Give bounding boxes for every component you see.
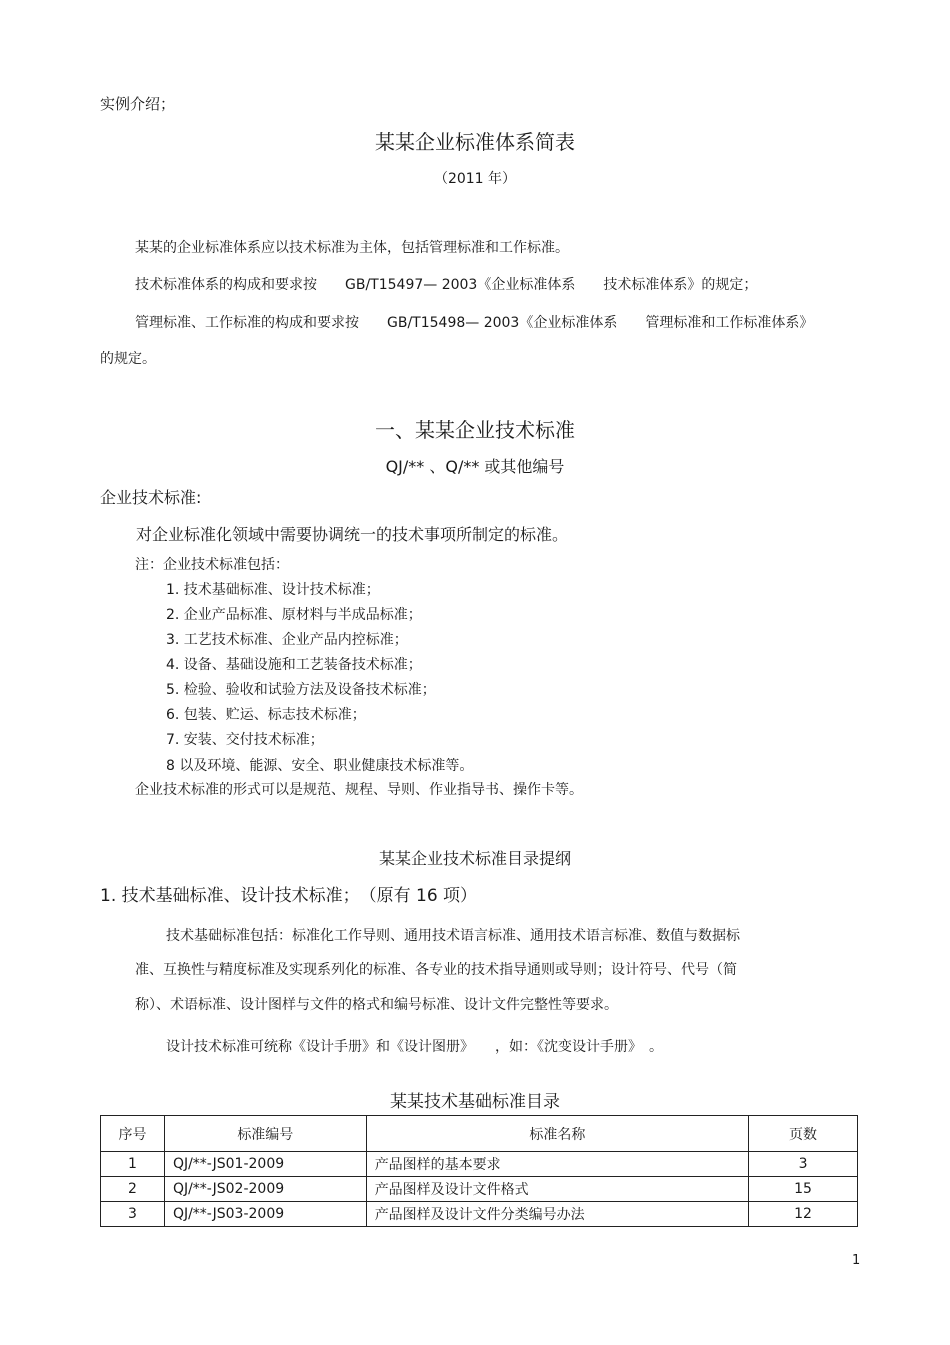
year-subtitle: （2011 年） (433, 171, 517, 187)
section-definition: 对企业标准化领域中需要协调统一的技术事项所制定的标准。 (136, 525, 569, 544)
cell-index: 3 (101, 1202, 165, 1227)
list-item: 7. 安装、交付技术标准； (166, 732, 324, 748)
cell-name: 产品图样及设计文件分类编号办法 (366, 1202, 748, 1227)
header-pages: 页数 (749, 1116, 858, 1152)
list-item: 8 以及环境、能源、安全、职业健康技术标准等。 (166, 758, 474, 774)
section-note: 注：企业技术标准包括： (135, 557, 289, 573)
outline-desc-line: 称）、术语标准、设计图样与文件的格式和编号标准、设计文件完整性等要求。 (135, 997, 618, 1013)
cell-index: 1 (101, 1152, 165, 1177)
list-item: 1. 技术基础标准、设计技术标准； (166, 582, 380, 598)
table-row (101, 1202, 858, 1227)
cell-pages: 15 (749, 1177, 858, 1202)
paragraph-2: 技术标准体系的构成和要求按 GB/T15497— 2003《企业标准体系 技术标准体系》的规定； (135, 277, 758, 293)
outline-title: 某某企业技术标准目录提纲 (378, 849, 571, 868)
outline-manual: 设计技术标准可统称《设计手册》和《设计图册》 ，如：《沈变设计手册》 。 (166, 1039, 663, 1055)
cell-code: QJ/**-JS03-2009 (164, 1202, 366, 1227)
intro-label: 实例介绍； (100, 95, 176, 113)
paragraph-1: 某某的企业标准体系应以技术标准为主体，包括管理标准和工作标准。 (135, 240, 569, 256)
outline-desc-line: 技术基础标准包括：标准化工作导则、通用技术语言标准、通用技术语言标准、数值与数据标 (166, 928, 740, 944)
section-forms: 企业技术标准的形式可以是规范、规程、导则、作业指导书、操作卡等。 (135, 782, 583, 798)
cell-pages: 12 (749, 1202, 858, 1227)
list-item: 5. 检验、验收和试验方法及设备技术标准； (166, 682, 436, 698)
page-title: 某某企业标准体系简表 (375, 130, 575, 154)
cell-index: 2 (101, 1177, 165, 1202)
table-row (101, 1177, 858, 1202)
section-label: 企业技术标准: (100, 488, 202, 507)
outline-desc-line: 准、互换性与精度标准及实现系列化的标准、各专业的技术指导通则或导则；设计符号、代号（简 (135, 962, 737, 978)
cell-code: QJ/**-JS01-2009 (164, 1152, 366, 1177)
header-name: 标准名称 (366, 1116, 748, 1152)
cell-code: QJ/**-JS02-2009 (164, 1177, 366, 1202)
cell-pages: 3 (749, 1152, 858, 1177)
paragraph-3: 管理标准、工作标准的构成和要求按 GB/T15498— 2003《企业标准体系 管理标准和工作标准体系》 (135, 315, 814, 331)
list-item: 4. 设备、基础设施和工艺装备技术标准； (166, 657, 422, 673)
cell-name: 产品图样及设计文件格式 (366, 1177, 748, 1202)
outline-item-1: 1. 技术基础标准、设计技术标准； （原有 16 项） (100, 886, 478, 906)
list-item: 3. 工艺技术标准、企业产品内控标准； (166, 632, 408, 648)
list-item: 2. 企业产品标准、原材料与半成品标准； (166, 607, 422, 623)
table-row (101, 1152, 858, 1177)
section-subheading: QJ/** 、Q/** 或其他编号 (385, 457, 565, 476)
paragraph-3-cont: 的规定。 (100, 351, 156, 367)
page-number: 1 (852, 1253, 861, 1268)
standards-table (100, 1115, 858, 1227)
section-heading: 一、某某企业技术标准 (375, 418, 575, 442)
header-code: 标准编号 (164, 1116, 366, 1152)
table-header-row (101, 1116, 858, 1152)
header-index: 序号 (101, 1116, 165, 1152)
list-item: 6. 包装、贮运、标志技术标准； (166, 707, 366, 723)
table-title: 某某技术基础标准目录 (390, 1092, 560, 1112)
cell-name: 产品图样的基本要求 (366, 1152, 748, 1177)
